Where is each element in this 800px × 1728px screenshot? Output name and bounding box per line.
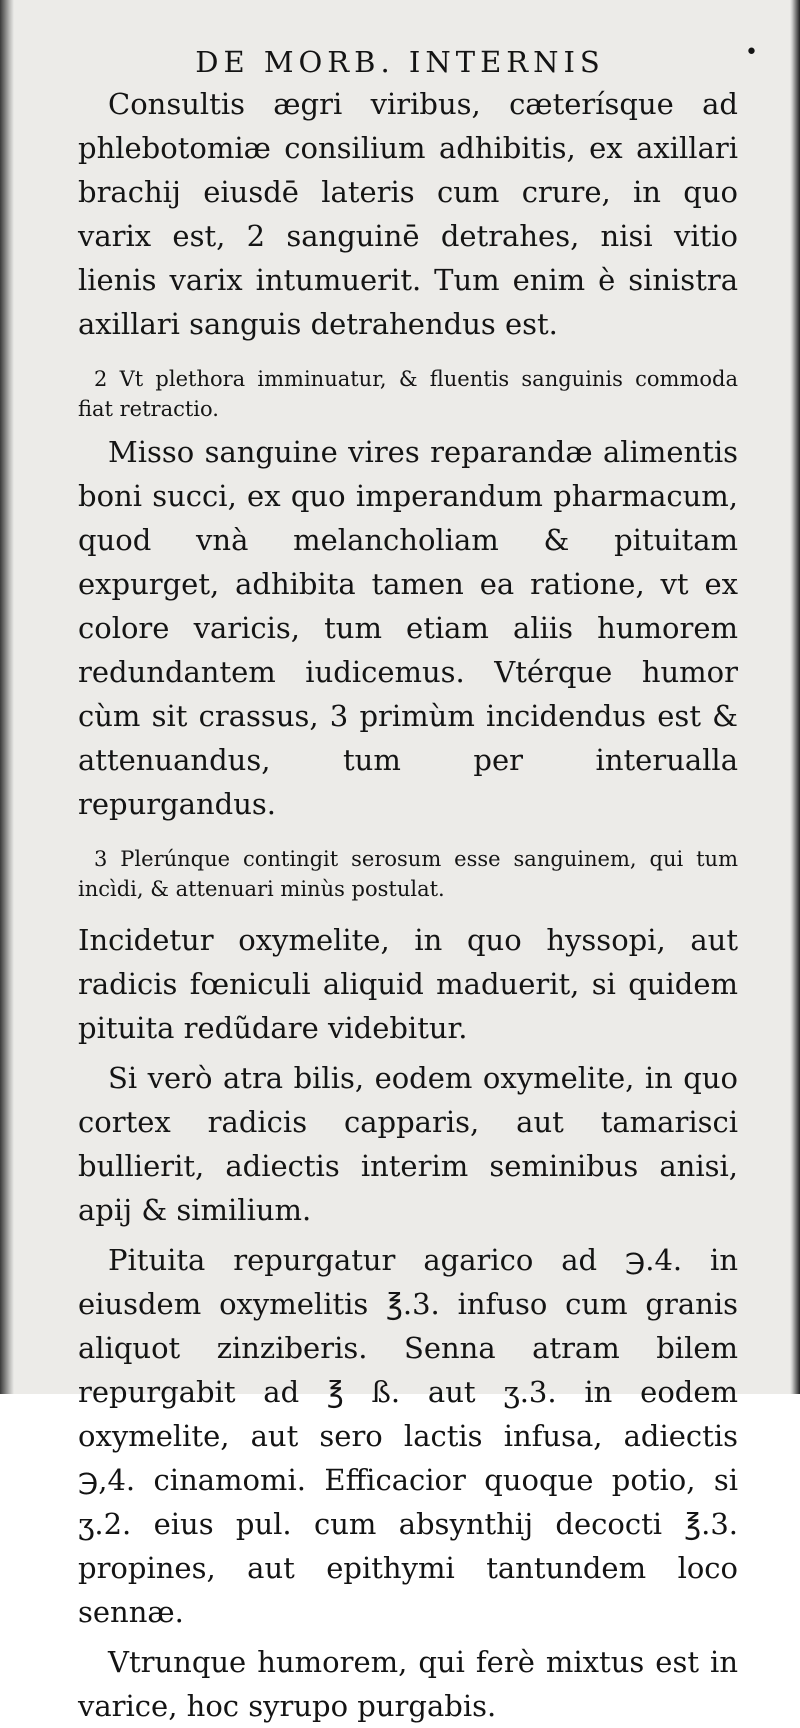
running-title: DE MORB. INTERNIS [195,45,605,79]
paragraph-4: Si verò atra bilis, eodem oxymelite, in quo cortex radicis capparis, aut tamarisci bullierit, adiectis interim seminibus anisi, apij & similium. [78,1061,738,1227]
page-gutter-shadow [0,0,14,1394]
page-edge-shadow [790,0,800,1394]
marginal-note-2: 2 Vt plethora imminuatur, & fluentis sanguinis commoda fiat retractio. [78,367,738,421]
paragraph-6: Vtrunque humorem, qui ferè mixtus est in varice, hoc syrupo purgabis. [78,1645,738,1723]
paragraph-2: Misso sanguine vires reparandæ alimentis boni succi, ex quo imperandum pharmacum, quod vnà melancholiam & pituitam expurget, adhibita tamen ea ratione, vt ex colore varicis, tum etiam aliis humorem redundantem iudicemus. Vtérque humor cùm sit crassus, 3 primùm incidendus est & attenuandus, tum per interualla repurgandus. [78,435,738,821]
page-body [78,82,738,1728]
marginal-note-3: 3 Plerúnque contingit serosum esse sanguinem, qui tum incìdi, & attenuari minùs postulat. [78,847,738,901]
paragraph-5: Pituita repurgatur agarico ad ℈.4. in eiusdem oxymelitis ℥.3. infuso cum granis aliquot zinziberis. Senna atram bilem repurgabit ad ℥ ß. aut ʒ.3. in eodem oxymelite, aut sero lactis infusa, adiectis ℈,4. cinamomi. Efficacior quoque potio, si ʒ.2. eius pul. cum absynthij decocti ℥.3. propines, aut epithymi tantundem loco sennæ. [78,1243,738,1629]
paragraph-3: Incidetur oxymelite, in quo hyssopi, aut radicis fœniculi aliquid maduerit, si quidem pituita redũdare videbitur. [78,923,738,1045]
paragraph-1: Consultis ægri viribus, cæterísque ad phlebotomiæ consilium adhibitis, ex axillari brachij eiusdē lateris cum crure, in quo varix est, 2 sanguinē detrahes, nisi vitio lienis varix intumuerit. Tum enim è sinistra axillari sanguis detrahendus est. [78,87,738,341]
folio-mark: • [745,40,758,65]
